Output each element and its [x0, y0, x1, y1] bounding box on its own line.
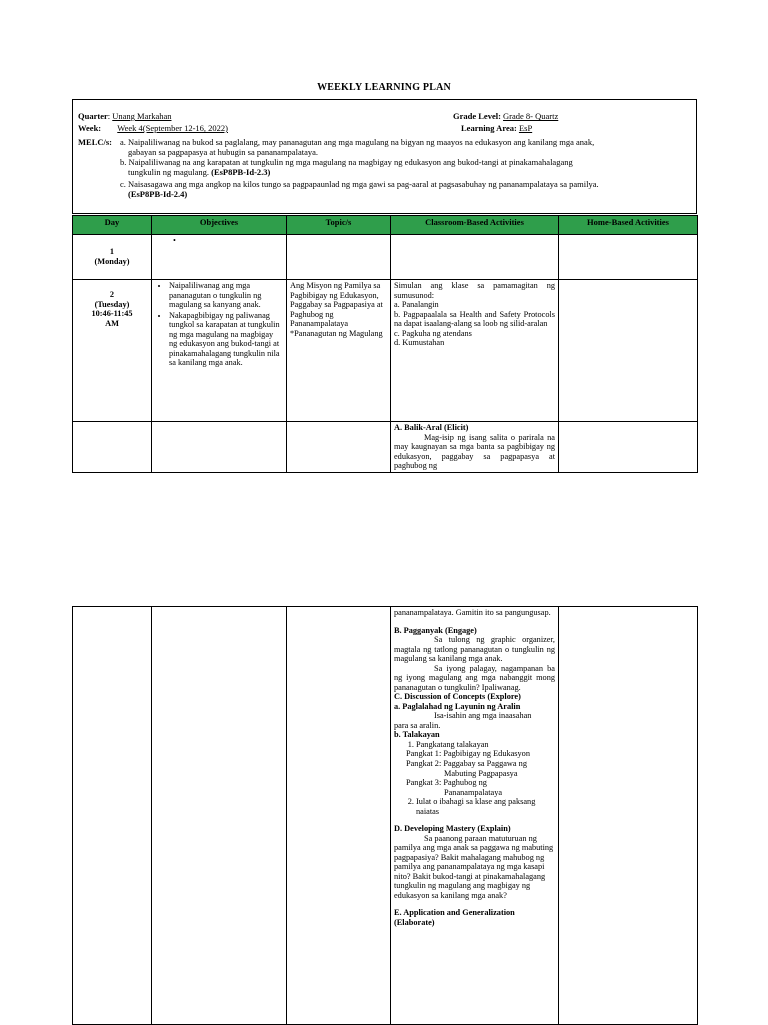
- explain-text: Sa paanong paraan matuturuan ng pamilya ang mga anak sa paggawa ng mabuting pagpapasiya? Bakit mahalagang mahubog ng pamilya ang pananampalataya ng mga kasapi nito? Bakit bukod-tangi at pinakamahalagang tungkulin ng magulang ang magbigay ng edukasyon sa kanilang mga anak?: [394, 833, 554, 900]
- group-item: Pangkat 3: Paghubog ng: [406, 778, 487, 788]
- table-row: [73, 422, 698, 473]
- day2b-home: [559, 422, 698, 473]
- activity-item: b. Pagpapaalala sa Health and Safety Protocols na dapat isaalang-alang sa loob ng silid-aralan: [394, 309, 555, 329]
- day2-time: 10:46-11:45: [91, 309, 133, 319]
- explore-subtitle: b. Talakayan: [394, 730, 440, 740]
- grade-value: Grade 8- Quartz: [503, 111, 559, 121]
- grade-row: [453, 112, 558, 122]
- melc-c-cont: [128, 190, 698, 200]
- p2-topics: [287, 607, 391, 1025]
- p2-home: [559, 607, 698, 1025]
- group-item: Pangkat 1: Pagbibigay ng Edukasyon: [406, 749, 530, 759]
- week-value: Week 4(September 12-16, 2022): [117, 123, 228, 133]
- table-row: [73, 280, 698, 422]
- melc-a: a. Naipaliliwanag na bukod sa paglalang, may pananagutan ang mga magulang na bigyan ng maayos na edukasyon ang kanilang mga anak,: [120, 137, 595, 147]
- group-item: Pananampalataya: [444, 787, 503, 797]
- area-label: Learning Area:: [461, 123, 517, 133]
- day2-name: (Tuesday): [94, 299, 130, 309]
- objective-item: • Naipaliliwanag ang mga pananagutan o tungkulin ng magulang sa kanyang anak.: [169, 281, 283, 310]
- elicit-continued: pananampalataya. Gamitin ito sa pangungusap.: [394, 608, 551, 617]
- elaborate-subtitle: (Elaborate): [394, 917, 435, 927]
- week-row: [78, 124, 228, 134]
- grade-label: Grade Level:: [453, 111, 501, 121]
- plan-header: [72, 99, 697, 214]
- quarter-value: Unang Markahan: [112, 111, 172, 121]
- day1-number: 1: [109, 247, 115, 257]
- melc-label: MELC/s:: [78, 137, 112, 147]
- weekly-plan-table-continued: [72, 606, 698, 1025]
- discussion-list: [394, 740, 555, 750]
- melc-b: b. Naipaliliwanag na ang karapatan at tungkulin ng mga magulang na magbigay ng edukasyon ang bukod-tangi at pinakamahalagang: [120, 157, 573, 167]
- melc-b-text: tungkulin ng magulang.: [128, 167, 209, 177]
- day2-topics: Ang Misyon ng Pamilya sa Pagbibigay ng Edukasyon, Paggabay sa Pagpapasiya at Paghubog ng Pananampalataya *Pananagutan ng Magulang: [287, 280, 391, 422]
- engage-text: Sa iyong palagay, nagampanan ba ng iyong magulang ang mga nabanggit mong pananagutan o tungkulin? Ipaliwanag.: [394, 663, 555, 692]
- header-day: Day: [73, 216, 152, 235]
- activity-intro: Simulan ang klase sa pamamagitan ng sumusunod:: [394, 281, 555, 300]
- discussion-list: [394, 797, 555, 816]
- day2-objectives: [152, 280, 287, 422]
- quarter-label: Quarter: [78, 111, 108, 121]
- day1-classroom: [391, 235, 559, 280]
- activity-item: d. Kumustahan: [394, 338, 445, 348]
- elaborate-title: E. Application and Generalization: [394, 908, 515, 918]
- header-classroom: Classroom-Based Activities: [391, 216, 559, 235]
- melc-a-cont: gabayan sa pagpapasya at hubugin sa pananampalataya.: [128, 147, 318, 157]
- day1-bullet: •: [173, 236, 176, 245]
- week-label: Week:: [78, 123, 102, 133]
- day2b-topics: [287, 422, 391, 473]
- p2-objectives: [152, 607, 287, 1025]
- day1-cell: [73, 235, 152, 280]
- page-title: WEEKLY LEARNING PLAN: [317, 82, 451, 93]
- table-row: [73, 235, 698, 280]
- area-value: EsP: [518, 123, 533, 133]
- day2-cell: [73, 280, 152, 422]
- day2-classroom: [391, 280, 559, 422]
- area-row: [461, 124, 532, 134]
- explore-title: C. Discussion of Concepts (Explore): [394, 692, 521, 702]
- objective-item: • Nakapagbibigay ng paliwanag tungkol sa karapatan at tungkulin ng mga magulang na magbigay ng edukasyon ang bukod-tangi at pinakamahalagang tungkulin nila sa kanilang mga anak.: [169, 311, 283, 368]
- header-home: Home-Based Activities: [559, 216, 698, 235]
- day2b-objectives: [152, 422, 287, 473]
- p2-classroom: [391, 607, 559, 1025]
- header-topics: Topic/s: [287, 216, 391, 235]
- elicit-title: A. Balik-Aral (Elicit): [394, 423, 469, 432]
- explore-text: Isa-isahin ang mga inaasahan: [434, 711, 532, 721]
- day2b-classroom: [391, 422, 559, 473]
- day2-number: 2: [109, 290, 115, 299]
- melc-b-cont: [128, 168, 698, 178]
- group-item: Mabuting Pagpapasya: [444, 768, 518, 778]
- table-row: [73, 607, 698, 1025]
- header-objectives: Objectives: [152, 216, 287, 235]
- elicit-text: Mag-isip ng isang salita o parirala na may kaugnayan sa mga banta sa pagbibigay ng edukasyon, paggabay sa pagpapasya at paghubog ng: [394, 432, 555, 471]
- engage-title: B. Pagganyak (Engage): [394, 625, 477, 635]
- p2-day-cell: [73, 607, 152, 1025]
- explore-text: para sa aralin.: [394, 720, 441, 730]
- activity-item: c. Pagkuha ng atendans: [394, 328, 472, 338]
- day1-name: (Monday): [94, 257, 130, 266]
- day1-topics: [287, 235, 391, 280]
- list-item: 1. Pangkatang talakayan: [416, 740, 555, 750]
- group-item: Pangkat 2: Paggabay sa Paggawa ng: [406, 758, 527, 768]
- table-header-row: [73, 216, 698, 235]
- weekly-plan-table: [72, 215, 698, 473]
- day2-time-ampm: AM: [105, 318, 119, 328]
- list-item: 2. Iulat o ibahagi sa klase ang paksang naiatas: [416, 797, 555, 816]
- melc-b-code: (EsP8PB-Id-2.3): [211, 167, 271, 177]
- melc-c-code: (EsP8PB-Id-2.4): [128, 189, 188, 199]
- engage-text: Sa tulong ng graphic organizer, magtala ng tatlong pananagutan o tungkulin ng magulang sa kanilang mga anak.: [394, 635, 555, 664]
- melc-c: c. Naisasagawa ang mga angkop na kilos tungo sa pagpapaunlad ng mga gawi sa pag-aaral at pagsasabuhay ng pananampalataya sa pamilya.: [120, 179, 599, 189]
- day2-home: [559, 280, 698, 422]
- day1-home: [559, 235, 698, 280]
- explore-subtitle: a. Paglalahad ng Layunin ng Aralin: [394, 701, 521, 711]
- activity-item: a. Panalangin: [394, 300, 439, 310]
- day2b-cell: [73, 422, 152, 473]
- quarter-row: Quarter: Unang Markahan: [78, 111, 172, 121]
- explain-title: D. Developing Mastery (Explain): [394, 824, 511, 834]
- day1-objectives: [152, 235, 287, 280]
